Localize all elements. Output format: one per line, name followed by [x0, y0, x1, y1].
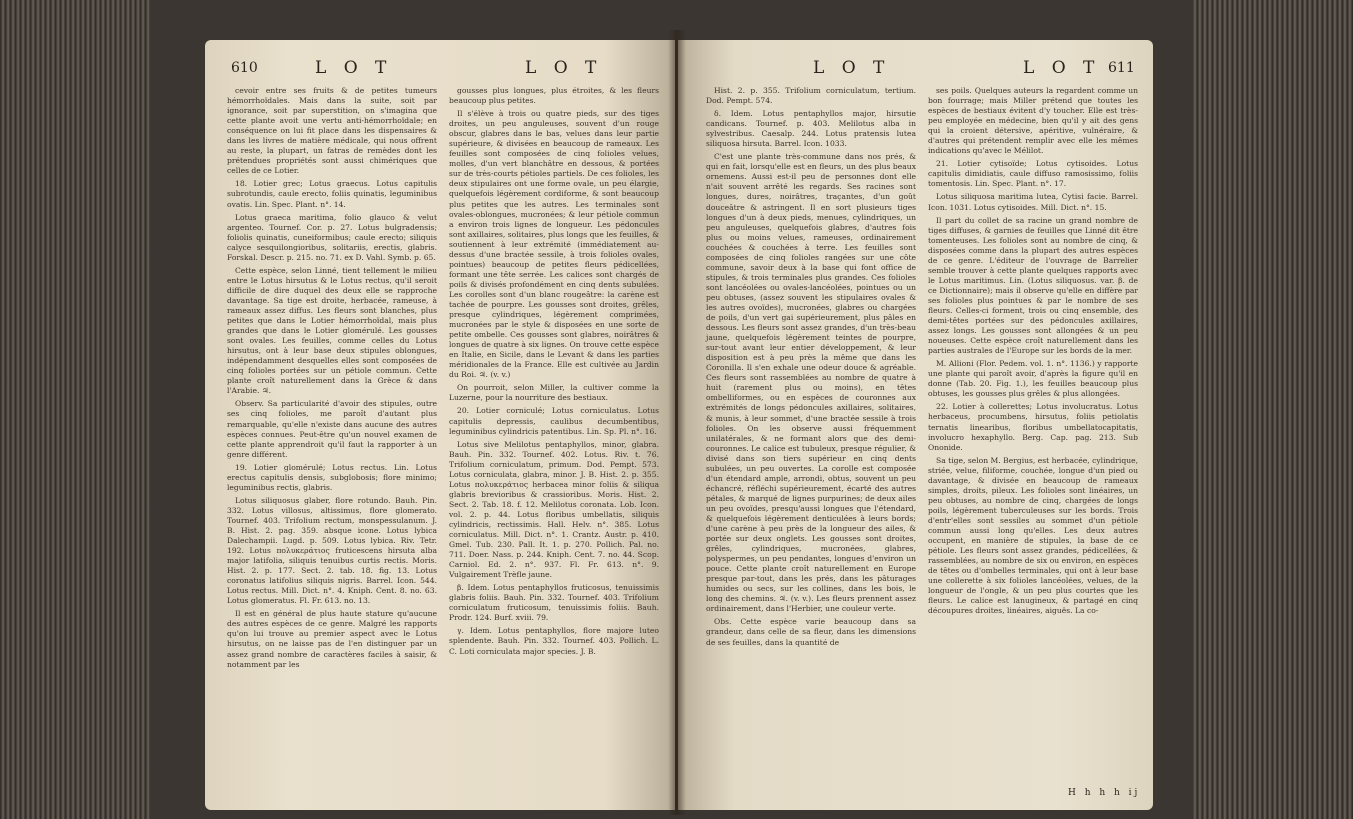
left-page-edges: [0, 0, 150, 819]
paragraph: 22. Lotier à collerettes; Lotus involucratus. Lotus herbaceus, procumbens, hirsutus, foliis petiolatis ternatis linearibus, floribus umbellatocapitatis, involucro hexaphyllo. Berg. Cap. pag. 213. Sub Ononide.: [928, 402, 1138, 452]
paragraph: gousses plus longues, plus étroites, & les fleurs beaucoup plus petites.: [449, 86, 659, 106]
right-page-edges: [1193, 0, 1353, 819]
signature-mark: H h h h ij: [1068, 788, 1141, 798]
paragraph: β. Idem. Lotus pentaphyllos fruticosus, tenuissimis glabris foliis. Bauh. Pin. 332. Tournef. 403. Trifolium corniculatum fruticosum, tenuissimis foliis. Bauh. Prodr. 124. Burf. xviii. 79.: [449, 583, 659, 623]
book-gutter: [668, 30, 686, 815]
page-number: 611: [1108, 60, 1135, 76]
paragraph: 19. Lotier glomérulé; Lotus rectus. Lin. Lotus erectus capitulis densis, subglobosis; flore minimo; leguminibus rectis, glabris.: [227, 462, 437, 492]
running-head: L O T: [813, 58, 891, 78]
paragraph: Il s'élève à trois ou quatre pieds, sur des tiges droites, un peu anguleuses, souvent d'un rouge obscur, glabres dans le bas, velues dans leur partie supérieure, & divisées en beaucoup de rameaux. Les feuilles sont composées de cinq folioles velues, molles, d'un vert blanchâtre en dessous, & portées sur de très-courts pétioles partiels. De ces folioles, les deux stipulaires ont une forme ovale, un peu élargie, quelquefois légèrement cordiforme, & sont beaucoup plus petites que les autres. Les terminales sont ovales-oblongues, mucronées; & leur pétiole commun a environ trois lignes de longueur. Les pédoncules sont axillaires, solitaires, plus longs que les feuilles, & soutiennent à leur extrémité (immédiatement au-dessus d'une bractée sessile, à trois folioles ovales, pointues) beaucoup de petites fleurs pédicellées, formant une tête serrée. Les calices sont chargés de poils & divisés profondément en cinq dents subulées. Les corolles sont d'un blanc rougeâtre: la carène est tachée de pourpre. Les gousses sont droites, grêles, presque cylindriques, légèrement comprimées, mucronées par le style & disposées en une sorte de petite ombelle. Ces gousses sont glabres, noirâtres & longues de quatre à six lignes. On trouve cette espèce en Italie, en Sicile, dans le Levant & dans les parties méridionales de la France. Elle est cultivée au Jardin du Roi. ♃. (v. v.): [449, 109, 659, 380]
paragraph: Hist. 2. p. 355. Trifolium corniculatum, tertium. Dod. Pempt. 574.: [706, 86, 916, 106]
paragraph: 21. Lotier cytisoïde; Lotus cytisoides. Lotus capitulis dimidiatis, caule diffuso ramosissimo, foliis tomentosis. Lin. Spec. Plant. n°. 17.: [928, 159, 1138, 189]
paragraph: C'est une plante très-commune dans nos prés, & qui en fait, lorsqu'elle est en fleurs, un des plus beaux ornemens. Aussi est-il peu de personnes dont elle n'ait souvent arrêté les regards. Ses racines sont longues, dures, noirâtres, traçantes, d'un goût douceâtre & astringent. Il en sort plusieurs tiges longues d'un à deux pieds, menues, cylindriques, un peu anguleuses, quelquefois glabres, d'autres fois plus ou moins velues, rameuses, ordinairement couchées & couchées à terre. Les feuilles sont composées de cinq folioles rangées sur une côte commune, savoir deux à la base qui font office de stipules, & trois terminales plus grandes. Ces folioles sont lancéolées ou ovales-lancéolées, pointues ou un peu obtuses, (assez souvent les stipulaires ovales & les autres ovoïdes), mucronées, glabres ou chargées de poils, d'un vert gai supérieurement, plus pâles en dessous. Les fleurs sont assez grandes, d'un très-beau jaune, quelquefois légèrement teintes de pourpre, sur-tout avant leur entier développement, & leur disposition est à peu près la même que dans les Coronilla. Il s'en exhale une odeur douce & agréable. Ces fleurs sont rassemblées au nombre de quatre à huit (rarement plus ou moins), en têtes ombelliformes, ou en espèces de couronnes aux extrémités de longs pédoncules axillaires, solitaires, & munis, à leur sommet, d'une bractée sessile à trois folioles. On les observe aussi fréquemment unilatérales, & ne formant alors que des demi-couronnes. Le calice est tubuleux, presque régulier, & divisé dans son tiers supérieur en cinq dents subulées, un peu ouvertes. La corolle est composée d'un étendard ample, arrondi, obtus, souvent un peu échancré, réfléchi supérieurement, écarté des autres pétales, & marqué de lignes purpurines; de deux ailes un peu ovoïdes, presqu'aussi longues que l'étendard, & quelquefois légèrement denticulées à leurs bords; d'une carène à peu près de la longueur des ailes, & portée sur deux onglets. Les gousses sont droites, grêles, cylindriques, mucronées, glabres, polyspermes, un peu pendantes, longues d'environ un pouce. Cette plante croît naturellement en Europe presque par-tout, dans les prés, dans les pâturages humides ou secs, sur les collines, dans les bois, le long des chemins. ♃. (v. v.). Les fleurs prennent assez ordinairement, dans l'Herbier, une couleur verte.: [706, 152, 916, 614]
text-column-2: [928, 86, 1138, 619]
paragraph: Lotus sive Melilotus pentaphyllos, minor, glabra. Bauh. Pin. 332. Tournef. 402. Lotus. Riv. t. 76. Trifolium corniculatum, primum. Dod. Pempt. 573. Lotus corniculata, glabra, minor. J. B. Hist. 2. p. 355. Lotus πολυκεράτιος herbacea minor foliis & siliqua glabris brevioribus & crassioribus. Moris. Hist. 2. Sect. 2. Tab. 18. f. 12. Melilotus coronata. Lob. Icon. vol. 2. p. 44. Lotus floribus umbellatis, siliquis cylindricis, rectissimis. Hall. Helv. n°. 385. Lotus corniculatus. Mill. Dict. n°. 1. Crantz. Austr. p. 410. Gmel. Tub. 230. Pall. It. 1. p. 270. Pollich. Pal. no. 711. Doer. Nass. p. 244. Kniph. Cent. 7. no. 44. Scop. Carniol. Ed. 2. n°. 937. Fl. Fr. 613. n°. 9. Vulgairement Trèfle jaune.: [449, 439, 659, 580]
running-head: L O T: [525, 58, 603, 78]
paragraph: Sa tige, selon M. Bergius, est herbacée, cylindrique, striée, velue, filiforme, couchée, longue d'un pied ou davantage, & divisée en beaucoup de rameaux simples, droits, pileux. Les folioles sont linéaires, un peu obtuses, au nombre de cinq, chargées de longs poils, légèrement tuberculeuses sur les bords. Trois d'entr'elles sont sessiles au sommet d'un pétiole commun aussi long qu'elles. Les deux autres occupent, en manière de stipules, la base de ce pétiole. Les fleurs sont assez grandes, pédicellées, & rassemblées, au nombre de six ou environ, en espèces de têtes ou d'ombelles terminales, qui ont à leur base une collerette à six folioles lancéolées, velues, de la longueur de l'ongle, & un peu plus courtes que les fleurs. Le calice est lanugineux, & partagé en cinq découpures droites, linéaires, aiguës. La co-: [928, 455, 1138, 616]
paragraph: Lotus siliquosa maritima lutea, Cytisi facie. Barrel. Icon. 1031. Lotus cytisoides. Mill. Dict. n°. 15.: [928, 192, 1138, 212]
paragraph: On pourroit, selon Miller, la cultiver comme la Luzerne, pour la nourriture des bestiaux.: [449, 383, 659, 403]
text-column-1: [227, 86, 437, 673]
paragraph: Cette espèce, selon Linné, tient tellement le milieu entre le Lotus hirsutus & le Lotus rectus, qu'il seroit difficile de dire duquel des deux elle se rapproche davantage. Sa tige est droite, herbacée, rameuse, à rameaux assez diffus. Les fleurs sont blanches, plus petites que dans le Lotier hémorrhoïdal, mais plus grandes que dans le Lotier glomérulé. Les gousses sont ovales. Les feuilles, comme celles du Lotus hirsutus, ont à leur base deux stipules oblongues, indépendamment desquelles elles sont composées de cinq folioles portées sur un pétiole commun. Cette plante croît naturellement dans la Grèce & dans l'Arabie. ♃.: [227, 265, 437, 396]
left-page: [205, 40, 675, 810]
paragraph: 18. Lotier grec; Lotus graecus. Lotus capitulis subrotundis, caule erecto, foliis quinatis, leguminibus ovatis. Lin. Spec. Plant. n°. 14.: [227, 179, 437, 209]
paragraph: Il est en général de plus haute stature qu'aucune des autres espèces de ce genre. Malgré les rapports qu'on lui trouve au premier aspect avec le Lotus hirsutus, on ne laisse pas de l'en distinguer par un assez grand nombre de caractères faciles à saisir, & notamment par les: [227, 609, 437, 669]
right-page: [678, 40, 1153, 810]
paragraph: cevoir entre ses fruits & de petites tumeurs hémorrhoïdales. Mais dans la suite, soit par ignorance, soit par superstition, on s'imagina que cette plante avoit une vertu anti-hémorrhoïdale; en conséquence on lui fit place dans les dispensaires & dans les livres de matière médicale, qui nous offrent au reste, la plupart, un fatras de remèdes dont les prétendues propriétés sont aussi chimériques que celles de ce Lotier.: [227, 86, 437, 176]
paragraph: M. Allioni (Flor. Pedem. vol. 1. n°. 1136.) y rapporte une plante qui paroît avoir, d'après la figure qu'il en donne (Tab. 20. Fig. 1.), les feuilles beaucoup plus obtuses, les gousses plus grêles & plus allongées.: [928, 359, 1138, 399]
running-head: L O T: [1023, 58, 1101, 78]
paragraph: γ. Idem. Lotus pentaphyllos, flore majore luteo splendente. Bauh. Pin. 332. Tournef. 403. Pollich. L. C. Loti corniculata major species. J. B.: [449, 626, 659, 656]
paragraph: ses poils. Quelques auteurs la regardent comme un bon fourrage; mais Miller prétend que toutes les espèces de bestiaux évitent d'y toucher. Elle est très-peu employée en médecine, bien qu'il y ait des gens qui la croient détersive, apéritive, vulnéraire, & d'autres qui prétendent remplir avec elle les mêmes indications qu'avec le Mélilot.: [928, 86, 1138, 156]
text-column-1: [706, 86, 916, 651]
paragraph: Lotus siliquosus glaber, flore rotundo. Bauh. Pin. 332. Lotus villosus, altissimus, flore glomerato. Tournef. 403. Trifolium rectum, monspessulanum. J. B. Hist. 2. pag. 359. absque icone. Lotus lybica Dalechampii. Lugd. p. 509. Lotus lybica. Riv. Tetr. 192. Lotus πολυκεράτιος fruticescens hirsuta alba major latifolia, siliquis tenuibus curtis rectis. Moris. Hist. 2. p. 177. Sect. 2. tab. 18. fig. 13. Lotus coronatus latifolius siliquis nigris. Barrel. Icon. 544. Lotus rectus. Mill. Dict. n°. 4. Kniph. Cent. 8. no. 63. Lotus glomeratus. Fl. Fr. 613. no. 13.: [227, 495, 437, 606]
text-column-2: [449, 86, 659, 660]
paragraph: Obs. Cette espèce varie beaucoup dans sa grandeur, dans celle de sa fleur, dans les dimensions de ses feuilles, dans la quantité de: [706, 617, 916, 647]
paragraph: δ. Idem. Lotus pentaphyllos major, hirsutie candicans. Tournef. p. 403. Melilotus alba in sylvestribus. Caesalp. 244. Lotus pratensis lutea siliquosa hirsuta. Barrel. Icon. 1033.: [706, 109, 916, 149]
paragraph: 20. Lotier corniculé; Lotus corniculatus. Lotus capitulis depressis, caulibus decumbentibus, leguminibus cylindricis patentibus. Lin. Sp. Pl. n°. 16.: [449, 406, 659, 436]
paragraph: Lotus graeca maritima, folio glauco & velut argenteo. Tournef. Cor. p. 27. Lotus bulgradensis; foliolis quinatis, cuneiformibus; caule erecto; siliquis calyce sesquilongioribus, solitariis, erectis, glabris. Forskal. Descr. p. 215. no. 71. ex D. Vahl. Symb. p. 65.: [227, 212, 437, 262]
paragraph: Il part du collet de sa racine un grand nombre de tiges diffuses, & garnies de feuilles que Linné dit être tomenteuses. Les folioles sont au nombre de cinq, & disposées comme dans la plupart des autres espèces de ce genre. L'éditeur de l'ouvrage de Barrelier semble trouver à cette plante quelques rapports avec le Lotus maritimus. Lin. (Lotus siliquosus. var. β. de ce Dictionnaire); mais il observe qu'elle en diffère par ses folioles plus pointues & par le nombre de ses fleurs. Celles-ci forment, trois ou cinq ensemble, des demi-têtes portées sur des pédoncules axillaires, assez longs. Les gousses sont allongées & un peu noueuses. Cette espèce croît naturellement dans les parties australes de l'Europe sur les bords de la mer.: [928, 215, 1138, 356]
running-head: L O T: [315, 58, 393, 78]
page-number: 610: [231, 60, 258, 76]
paragraph: Observ. Sa particularité d'avoir des stipules, outre ses cinq folioles, me paroît d'autant plus remarquable, qu'elle n'existe dans aucune des autres espèces connues. Peut-être qu'un nouvel examen de cette plante apprendroit qu'il faut la rapporter à un genre différent.: [227, 399, 437, 459]
